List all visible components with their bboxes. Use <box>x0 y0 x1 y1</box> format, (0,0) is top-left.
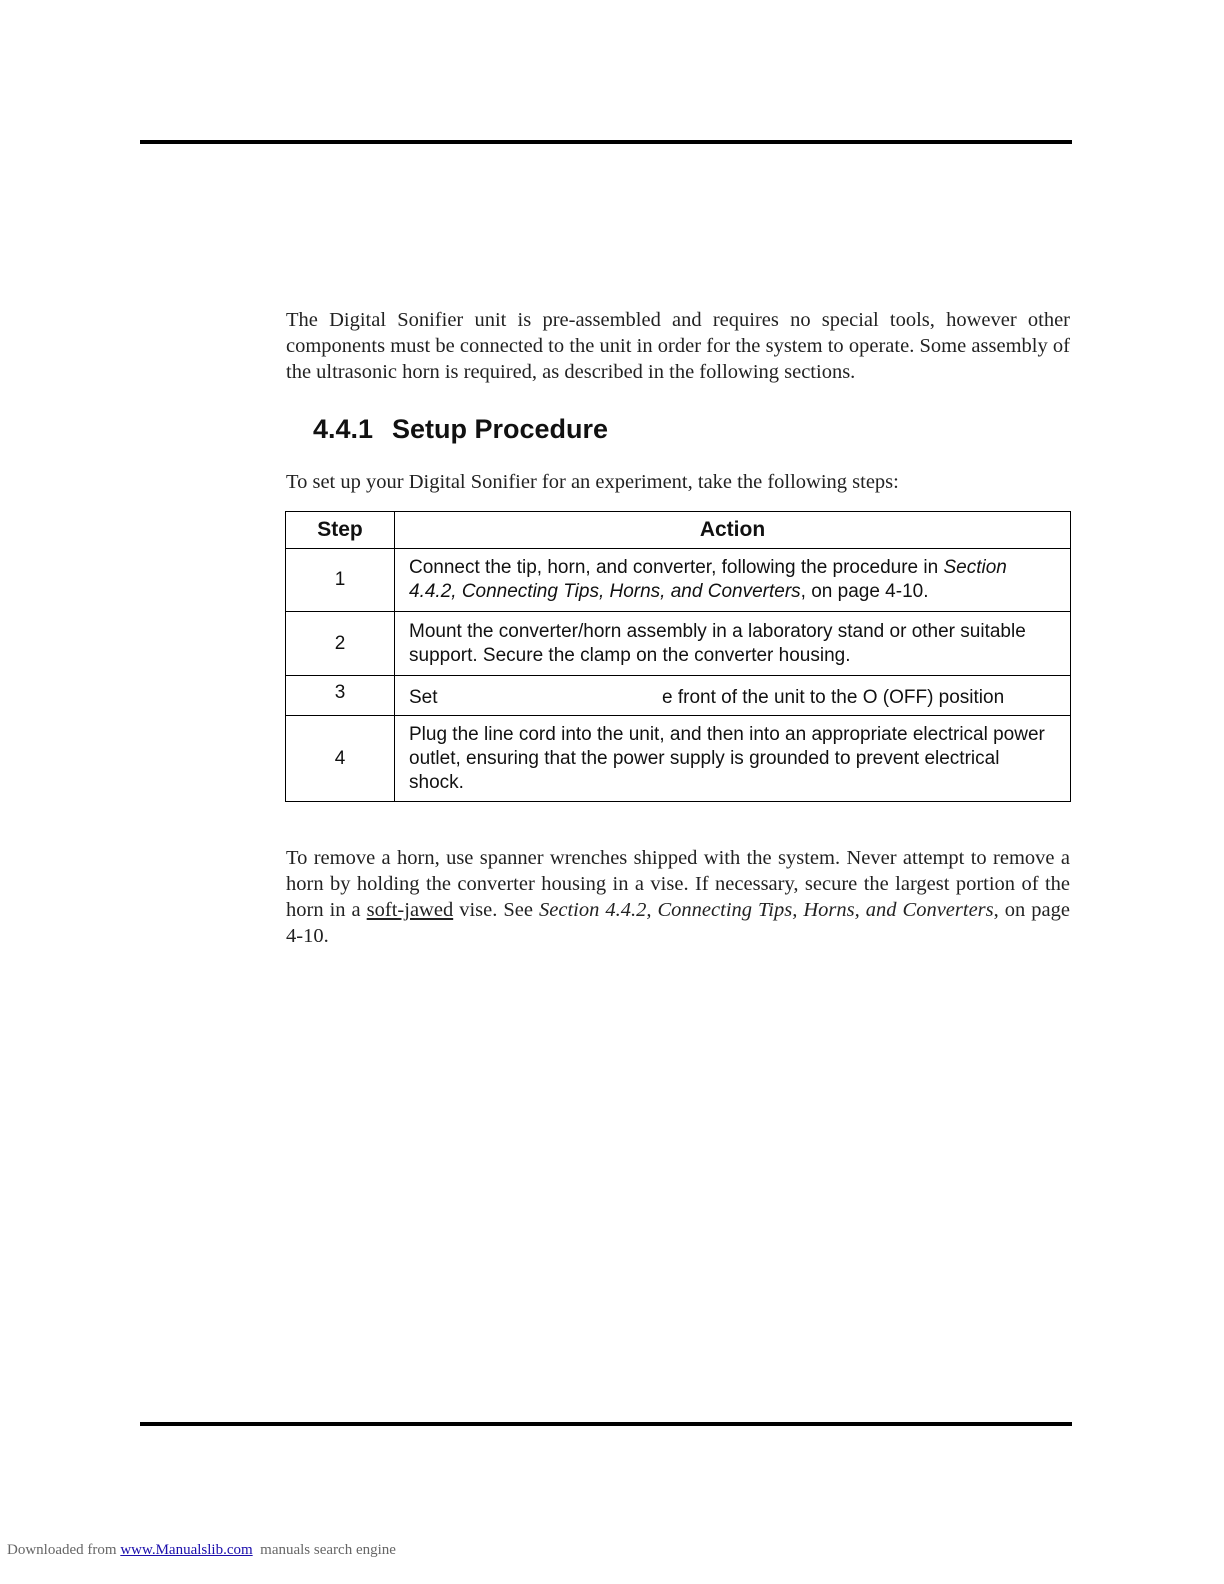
step-action <box>395 676 1071 716</box>
top-rule <box>140 140 1072 144</box>
section-number: 4.4.1 <box>313 414 374 444</box>
step-action: Plug the line cord into the unit, and then into an appropriate electrical power outlet, ensuring that the power supply is grounded to prevent electrical shock. <box>395 716 1071 802</box>
step-number: 2 <box>286 612 395 676</box>
manualslib-link[interactable]: www.Manualslib.com <box>120 1542 253 1558</box>
download-footer <box>7 1542 396 1559</box>
table-header-row <box>286 512 1071 549</box>
setup-steps-table <box>285 511 1071 802</box>
action-text: Set <box>409 686 438 708</box>
table-row <box>286 549 1071 612</box>
section-heading <box>313 414 608 445</box>
soft-jawed-term: soft-jawed <box>366 899 454 921</box>
section-title: Setup Procedure <box>392 414 609 444</box>
step-column-header: Step <box>286 512 395 549</box>
table-row <box>286 716 1071 802</box>
outro-text: To remove a horn, use spanner wrenches shipped with the system. Never attempt to remove a horn by holding the converter housing in a vise. If necessary, secure the largest portion of the horn in a <box>286 847 1070 921</box>
outro-paragraph <box>286 845 1070 949</box>
intro-paragraph: The Digital Sonifier unit is pre-assembled and requires no special tools, however other components must be connected to the unit in order for the system to operate. Some assembly of the ultrasonic horn is required, as described in the following sections. <box>286 309 1070 383</box>
table-row <box>286 612 1071 676</box>
section-reference: Section 4.4.2, Connecting Tips, Horns, and Converters <box>409 557 1007 602</box>
lead-text: To set up your Digital Sonifier for an experiment, take the following steps: <box>286 471 899 493</box>
table-row <box>286 676 1071 716</box>
footer-suffix: manuals search engine <box>252 1542 396 1558</box>
outro-text: , on page 4-10. <box>286 899 1070 947</box>
action-text: Connect the tip, horn, and converter, following the procedure in <box>409 557 944 578</box>
action-column-header: Action <box>395 512 1071 549</box>
step-number: 4 <box>286 716 395 802</box>
step-action <box>395 549 1071 612</box>
step-number: 1 <box>286 549 395 612</box>
bottom-rule <box>140 1422 1072 1426</box>
action-text: , on page 4-10. <box>800 581 929 602</box>
footer-prefix: Downloaded from <box>7 1542 121 1558</box>
action-text: e front of the unit to the O (OFF) position <box>662 686 1005 708</box>
section-reference: Section 4.4.2, Connecting Tips, Horns, and Converters <box>539 899 994 921</box>
outro-text: vise. See <box>453 899 539 921</box>
step-action: Mount the converter/horn assembly in a laboratory stand or other suitable support. Secure the clamp on the converter housing. <box>395 612 1071 676</box>
step-number: 3 <box>286 676 395 716</box>
